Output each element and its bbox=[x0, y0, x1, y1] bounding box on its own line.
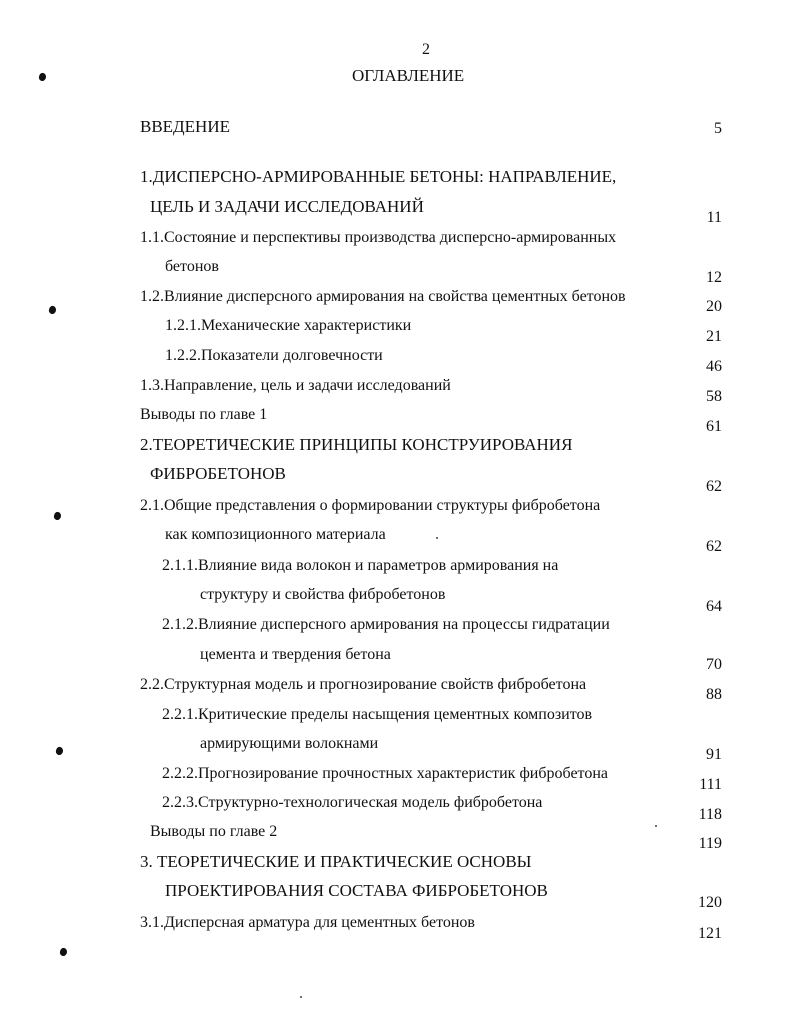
toc-entry-text: как композиционного материала bbox=[165, 526, 386, 543]
toc-entry-text: 2.2.Структурная модель и прогнозирование свойств фибробетона bbox=[140, 676, 587, 693]
toc-entry-text: 1.2.2.Показатели долговечности bbox=[165, 347, 383, 364]
toc-entry-page: 21 bbox=[706, 328, 722, 345]
toc-entry-text: 2.ТЕОРЕТИЧЕСКИЕ ПРИНЦИПЫ КОНСТРУИРОВАНИЯ bbox=[140, 435, 573, 454]
toc-entry-page: 11 bbox=[706, 209, 722, 226]
scan-mark bbox=[53, 511, 62, 521]
toc-entry-page: 5 bbox=[714, 120, 722, 137]
page-title: ОГЛАВЛЕНИЕ bbox=[352, 66, 465, 85]
toc-entry-text: 1.2.1.Механические характеристики bbox=[165, 317, 412, 334]
toc-entry-page: 64 bbox=[706, 598, 722, 615]
toc-entry-page: 62 bbox=[706, 478, 722, 495]
toc-entry-text: 2.2.1.Критические пределы насыщения цементных композитов bbox=[162, 706, 593, 723]
toc-entry-page: 12 bbox=[706, 269, 722, 286]
toc-entry-page: 118 bbox=[698, 806, 722, 823]
toc-entry-text: цемента и твердения бетона bbox=[200, 646, 391, 663]
toc-entry-page: 120 bbox=[698, 894, 722, 911]
scan-speck bbox=[655, 825, 657, 827]
toc-entry-page: 121 bbox=[698, 925, 722, 942]
toc-entry-text: 1.ДИСПЕРСНО-АРМИРОВАННЫЕ БЕТОНЫ: НАПРАВЛЕНИЕ, bbox=[140, 167, 617, 186]
toc-entry-text: бетонов bbox=[165, 258, 219, 275]
toc-entry-page: 91 bbox=[706, 746, 722, 763]
toc-entry-text: 2.1.1.Влияние вида волокон и параметров армирования на bbox=[162, 557, 559, 574]
toc-entry-text: ФИБРОБЕТОНОВ bbox=[150, 464, 286, 483]
toc-entry-text: 2.1.Общие представления о формировании структуры фибробетона bbox=[140, 497, 601, 514]
toc-entry-text: структуру и свойства фибробетонов bbox=[200, 586, 446, 603]
toc-entry-page: 20 bbox=[706, 298, 722, 315]
page-number: 2 bbox=[422, 41, 430, 58]
toc-entry-page: 88 bbox=[706, 686, 722, 703]
toc-entry-text: армирующими волокнами bbox=[200, 735, 379, 752]
scan-speck bbox=[436, 537, 438, 539]
toc-entry-page: 61 bbox=[706, 418, 722, 435]
toc-entry-text: 1.3.Направление, цель и задачи исследований bbox=[140, 377, 451, 394]
toc-entry-text: 2.2.2.Прогнозирование прочностных характеристик фибробетона bbox=[162, 765, 608, 782]
scan-mark bbox=[48, 305, 57, 315]
toc-entry-text: ПРОЕКТИРОВАНИЯ СОСТАВА ФИБРОБЕТОНОВ bbox=[165, 881, 548, 900]
scan-mark bbox=[38, 72, 47, 82]
toc-entry-text: ВВЕДЕНИЕ bbox=[140, 117, 230, 136]
toc-entry-page: 70 bbox=[706, 656, 722, 673]
toc-entry-text: ЦЕЛЬ И ЗАДАЧИ ИССЛЕДОВАНИЙ bbox=[150, 197, 424, 216]
scan-speck bbox=[300, 996, 302, 998]
toc-entry-text: 1.2.Влияние дисперсного армирования на свойства цементных бетонов bbox=[140, 288, 626, 305]
scan-mark bbox=[55, 746, 64, 756]
toc-entry-text: 3.1.Дисперсная арматура для цементных бетонов bbox=[140, 914, 475, 931]
toc-entry-page: 46 bbox=[706, 358, 722, 375]
toc-entry-text: 1.1.Состояние и перспективы производства дисперсно-армированных bbox=[140, 229, 617, 246]
toc-entry-text: Выводы по главе 2 bbox=[150, 823, 278, 840]
toc-entry-page: 119 bbox=[698, 835, 722, 852]
toc-entry-text: 2.1.2.Влияние дисперсного армирования на процессы гидратации bbox=[162, 616, 610, 633]
toc-entry-page: 111 bbox=[699, 776, 722, 793]
toc-entry-text: 3. ТЕОРЕТИЧЕСКИЕ И ПРАКТИЧЕСКИЕ ОСНОВЫ bbox=[140, 852, 532, 871]
scan-mark bbox=[59, 947, 68, 957]
toc-entry-page: 62 bbox=[706, 538, 722, 555]
toc-entry-page: 58 bbox=[706, 388, 722, 405]
toc-entry-text: 2.2.3.Структурно-технологическая модель фибробетона bbox=[162, 794, 543, 811]
toc-entry-text: Выводы по главе 1 bbox=[140, 406, 268, 423]
